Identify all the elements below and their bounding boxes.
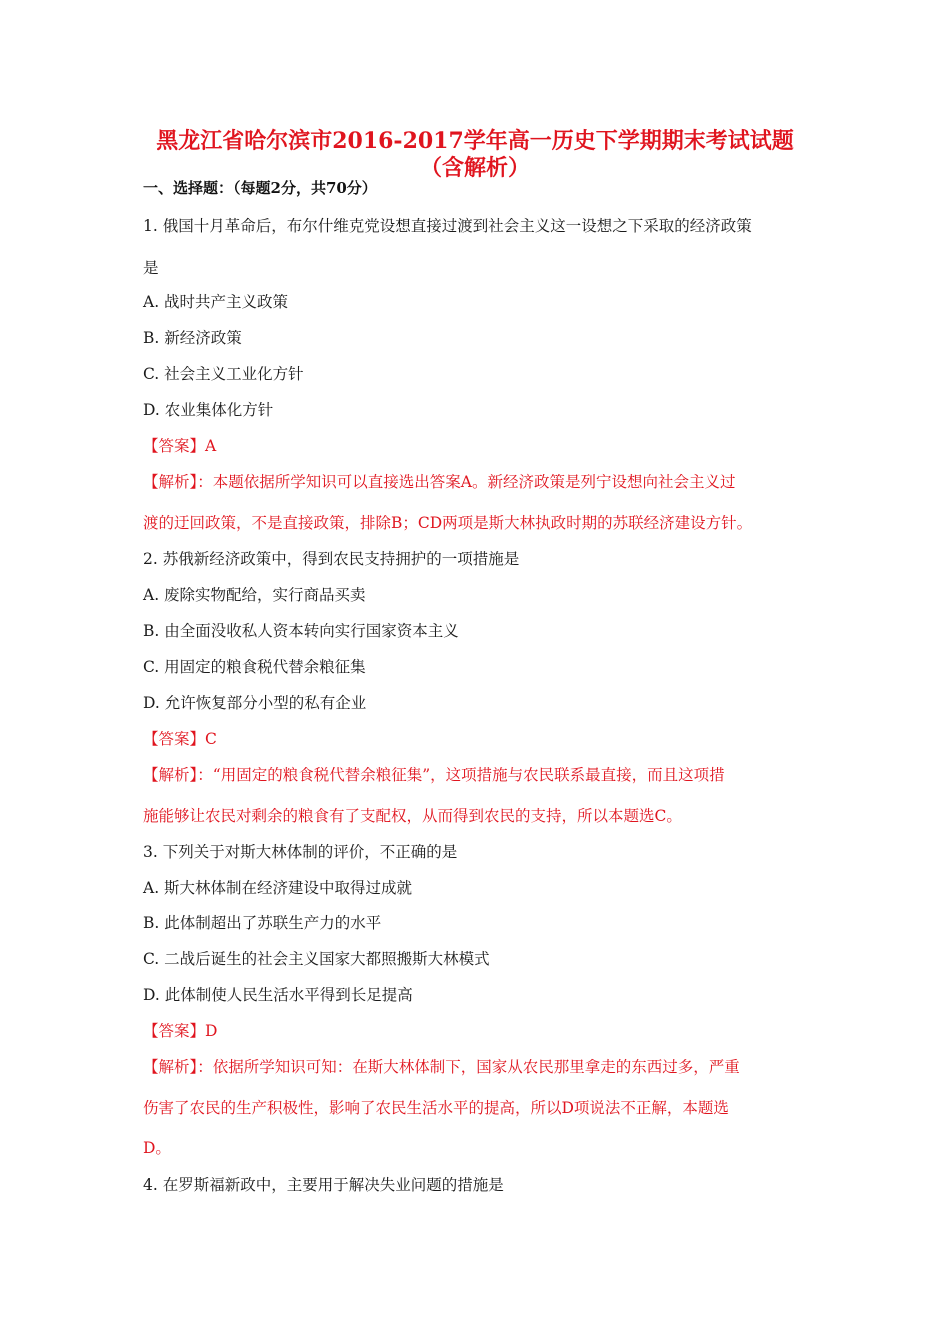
section-heading: 一、选择题：（每题2分，共70分）	[143, 179, 377, 197]
q3-option-b: B. 此体制超出了苏联生产力的水平	[143, 914, 382, 932]
q1-answer	[143, 434, 216, 456]
q2-option-c: C. 用固定的粮食税代替余粮征集	[143, 658, 366, 676]
q2-analysis-line1	[143, 763, 725, 785]
q1-analysis-line1	[143, 470, 735, 492]
q2-option-a: A. 废除实物配给，实行商品买卖	[143, 586, 366, 604]
q3-analysis-line2: 伤害了农民的生产积极性，影响了农民生活水平的提高，所以D项说法不正解，本题选	[143, 1099, 729, 1117]
q2-analysis-text1: ：“用固定的粮食税代替余粮征集”，这项措施与农民联系最直接，而且这项措	[197, 766, 725, 784]
q2-analysis-line2: 施能够让农民对剩余的粮食有了支配权，从而得到农民的支持，所以本题选C。	[143, 807, 682, 825]
q3-analysis-line1	[143, 1055, 740, 1077]
answer-label: 【答案】	[143, 1022, 206, 1040]
q3-answer-value: D	[205, 1022, 218, 1040]
doc-title-line1: 黑龙江省哈尔滨市2016-2017学年高一历史下学期期末考试试题	[156, 128, 794, 154]
answer-label: 【答案】	[143, 730, 206, 748]
q1-option-a: A. 战时共产主义政策	[143, 293, 289, 311]
q2-stem-line1: 2. 苏俄新经济政策中，得到农民支持拥护的一项措施是	[143, 550, 520, 568]
doc-title-line2: （含解析）	[419, 155, 530, 181]
q3-analysis-line3: D。	[143, 1139, 171, 1157]
q3-stem-line1: 3. 下列关于对斯大林体制的评价，不正确的是	[143, 843, 458, 861]
q1-option-d: D. 农业集体化方针	[143, 401, 274, 419]
q1-option-b: B. 新经济政策	[143, 329, 242, 347]
q1-analysis-line2: 渡的迂回政策，不是直接政策，排除B；CD两项是斯大林执政时期的苏联经济建设方针。	[143, 514, 753, 532]
q4-stem-line1: 4. 在罗斯福新政中，主要用于解决失业问题的措施是	[143, 1176, 504, 1194]
q1-stem-line2: 是	[143, 259, 159, 277]
q2-answer-value: C	[205, 730, 217, 748]
q3-option-a: A. 斯大林体制在经济建设中取得过成就	[143, 879, 413, 897]
q3-analysis-text1: ：依据所学知识可知：在斯大林体制下，国家从农民那里拿走的东西过多，严重	[197, 1058, 740, 1076]
q3-option-c: C. 二战后诞生的社会主义国家大都照搬斯大林模式	[143, 950, 490, 968]
analysis-label: 【解析】	[143, 473, 198, 491]
q1-option-c: C. 社会主义工业化方针	[143, 365, 304, 383]
analysis-label: 【解析】	[143, 1058, 198, 1076]
q2-option-d: D. 允许恢复部分小型的私有企业	[143, 694, 367, 712]
q1-analysis-text1: ：本题依据所学知识可以直接选出答案A。新经济政策是列宁设想向社会主义过	[197, 473, 736, 491]
q2-answer	[143, 727, 217, 749]
q2-option-b: B. 由全面没收私人资本转向实行国家资本主义	[143, 622, 459, 640]
q3-option-d: D. 此体制使人民生活水平得到长足提高	[143, 986, 413, 1004]
q1-stem-line1: 1. 俄国十月革命后，布尔什维克党设想直接过渡到社会主义这一设想之下采取的经济政策	[143, 217, 752, 235]
q3-answer	[143, 1019, 217, 1041]
analysis-label: 【解析】	[143, 766, 198, 784]
q1-answer-value: A	[205, 437, 217, 455]
answer-label: 【答案】	[143, 437, 206, 455]
